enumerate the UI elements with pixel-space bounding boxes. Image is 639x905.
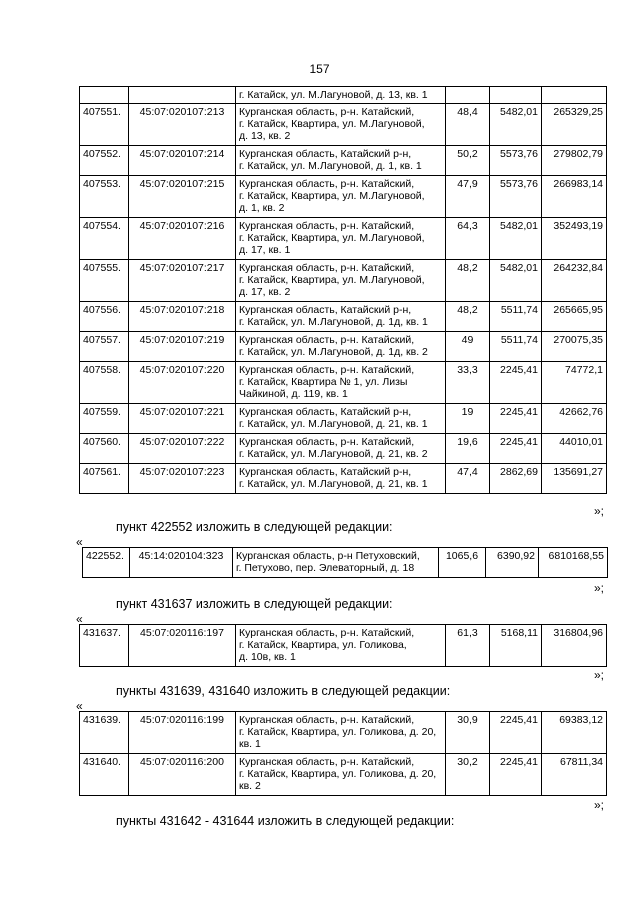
table-row bbox=[83, 548, 608, 578]
total-cost: 6810168,55 bbox=[539, 548, 608, 578]
row-number: 422552. bbox=[83, 548, 130, 578]
total-cost bbox=[542, 87, 607, 104]
cadastral-number: 45:07:020107:215 bbox=[129, 176, 236, 218]
unit-cost: 2245,41 bbox=[490, 404, 542, 434]
opening-quote: « bbox=[76, 699, 83, 713]
opening-quote: « bbox=[76, 535, 83, 549]
row-number: 407559. bbox=[80, 404, 129, 434]
unit-cost: 6390,92 bbox=[486, 548, 539, 578]
table-row bbox=[80, 146, 607, 176]
row-number: 431640. bbox=[80, 754, 129, 796]
row-number: 431639. bbox=[80, 712, 129, 754]
table-row bbox=[80, 302, 607, 332]
row-number: 407556. bbox=[80, 302, 129, 332]
total-cost: 265665,95 bbox=[542, 302, 607, 332]
area: 64,3 bbox=[446, 218, 490, 260]
total-cost: 270075,35 bbox=[542, 332, 607, 362]
cadastral-number: 45:07:020107:218 bbox=[129, 302, 236, 332]
row-number: 407561. bbox=[80, 464, 129, 494]
amendment-table bbox=[82, 547, 608, 578]
area: 48,2 bbox=[446, 302, 490, 332]
cadastral-number: 45:07:020116:200 bbox=[129, 754, 236, 796]
total-cost: 69383,12 bbox=[542, 712, 607, 754]
row-number: 407560. bbox=[80, 434, 129, 464]
address: Курганская область, р-н. Катайский, г. Катайск, ул. М.Лагуновой, д. 1д, кв. 2 bbox=[236, 332, 446, 362]
table-row bbox=[80, 176, 607, 218]
total-cost: 44010,01 bbox=[542, 434, 607, 464]
total-cost: 266983,14 bbox=[542, 176, 607, 218]
cadastral-number: 45:07:020107:221 bbox=[129, 404, 236, 434]
table-row bbox=[80, 104, 607, 146]
table-row bbox=[80, 260, 607, 302]
table-row bbox=[80, 218, 607, 260]
total-cost: 352493,19 bbox=[542, 218, 607, 260]
page-number: 157 bbox=[309, 62, 330, 76]
address: Курганская область, р-н. Катайский, г. Катайск, Квартира, ул. М.Лагуновой, д. 1, кв. 2 bbox=[236, 176, 446, 218]
row-number: 431637. bbox=[80, 625, 129, 667]
unit-cost bbox=[490, 87, 542, 104]
amendment-heading: пункт 431637 изложить в следующей редакции: bbox=[116, 597, 393, 611]
cadastral-number bbox=[129, 87, 236, 104]
unit-cost: 5482,01 bbox=[490, 260, 542, 302]
unit-cost: 2245,41 bbox=[490, 712, 542, 754]
address: Курганская область, р-н. Катайский, г. Катайск, Квартира, ул. Голикова, д. 10в, кв. 1 bbox=[236, 625, 446, 667]
amendment-heading: пункты 431642 - 431644 изложить в следующей редакции: bbox=[116, 814, 455, 828]
cadastral-number: 45:07:020107:216 bbox=[129, 218, 236, 260]
unit-cost: 5511,74 bbox=[490, 302, 542, 332]
amendment-table bbox=[79, 711, 607, 796]
unit-cost: 2862,69 bbox=[490, 464, 542, 494]
area: 48,4 bbox=[446, 104, 490, 146]
area: 30,2 bbox=[446, 754, 490, 796]
cadastral-number: 45:07:020107:220 bbox=[129, 362, 236, 404]
address: Курганская область, р-н. Катайский, г. Катайск, Квартира, ул. М.Лагуновой, д. 13, кв. 2 bbox=[236, 104, 446, 146]
main-table bbox=[79, 86, 607, 494]
row-number: 407551. bbox=[80, 104, 129, 146]
address: Курганская область, р-н. Катайский, г. Катайск, ул. М.Лагуновой, д. 21, кв. 2 bbox=[236, 434, 446, 464]
opening-quote: « bbox=[76, 612, 83, 626]
area: 47,9 bbox=[446, 176, 490, 218]
total-cost: 67811,34 bbox=[542, 754, 607, 796]
area: 50,2 bbox=[446, 146, 490, 176]
row-number: 407557. bbox=[80, 332, 129, 362]
address: Курганская область, р-н. Катайский, г. Катайск, Квартира № 1, ул. Лизы Чайкиной, д. 119, кв. 1 bbox=[236, 362, 446, 404]
address: Курганская область, Катайский р-н, г. Катайск, ул. М.Лагуновой, д. 1д, кв. 1 bbox=[236, 302, 446, 332]
cadastral-number: 45:07:020107:219 bbox=[129, 332, 236, 362]
area: 19,6 bbox=[446, 434, 490, 464]
cadastral-number: 45:07:020107:222 bbox=[129, 434, 236, 464]
total-cost: 264232,84 bbox=[542, 260, 607, 302]
cadastral-number: 45:07:020107:213 bbox=[129, 104, 236, 146]
address: Курганская область, Катайский р-н, г. Катайск, ул. М.Лагуновой, д. 1, кв. 1 bbox=[236, 146, 446, 176]
cadastral-number: 45:07:020107:217 bbox=[129, 260, 236, 302]
amendment-heading: пункт 422552 изложить в следующей редакции: bbox=[116, 520, 393, 534]
table-row bbox=[80, 625, 607, 667]
area: 49 bbox=[446, 332, 490, 362]
table-row bbox=[80, 464, 607, 494]
area: 1065,6 bbox=[439, 548, 486, 578]
unit-cost: 2245,41 bbox=[490, 434, 542, 464]
table-row bbox=[80, 362, 607, 404]
table-row bbox=[80, 434, 607, 464]
closing-quote: »; bbox=[594, 581, 605, 595]
unit-cost: 2245,41 bbox=[490, 362, 542, 404]
table-row bbox=[80, 754, 607, 796]
closing-quote: »; bbox=[594, 504, 605, 518]
unit-cost: 5511,74 bbox=[490, 332, 542, 362]
area bbox=[446, 87, 490, 104]
table-row bbox=[80, 712, 607, 754]
area: 30,9 bbox=[446, 712, 490, 754]
cadastral-number: 45:07:020107:214 bbox=[129, 146, 236, 176]
address: Курганская область, р-н. Катайский, г. Катайск, Квартира, ул. М.Лагуновой, д. 17, кв. 1 bbox=[236, 218, 446, 260]
address: Курганская область, Катайский р-н, г. Катайск, ул. М.Лагуновой, д. 21, кв. 1 bbox=[236, 404, 446, 434]
closing-quote: »; bbox=[594, 668, 605, 682]
total-cost: 74772,1 bbox=[542, 362, 607, 404]
total-cost: 42662,76 bbox=[542, 404, 607, 434]
address: Курганская область, р-н. Катайский, г. Катайск, Квартира, ул. Голикова, д. 20, кв. 1 bbox=[236, 712, 446, 754]
table-row bbox=[80, 332, 607, 362]
row-number: 407558. bbox=[80, 362, 129, 404]
address: Курганская область, Катайский р-н, г. Катайск, ул. М.Лагуновой, д. 21, кв. 1 bbox=[236, 464, 446, 494]
unit-cost: 2245,41 bbox=[490, 754, 542, 796]
area: 19 bbox=[446, 404, 490, 434]
amendment-table bbox=[79, 624, 607, 667]
amendment-heading: пункты 431639, 431640 изложить в следующей редакции: bbox=[116, 684, 451, 698]
cadastral-number: 45:07:020107:223 bbox=[129, 464, 236, 494]
row-number bbox=[80, 87, 129, 104]
row-number: 407553. bbox=[80, 176, 129, 218]
row-number: 407555. bbox=[80, 260, 129, 302]
address: Курганская область, р-н Петуховский, г. Петухово, пер. Элеваторный, д. 18 bbox=[233, 548, 439, 578]
area: 61,3 bbox=[446, 625, 490, 667]
unit-cost: 5573,76 bbox=[490, 146, 542, 176]
cadastral-number: 45:07:020116:197 bbox=[129, 625, 236, 667]
row-number: 407552. bbox=[80, 146, 129, 176]
table-row bbox=[80, 87, 607, 104]
cadastral-number: 45:14:020104:323 bbox=[130, 548, 233, 578]
unit-cost: 5168,11 bbox=[490, 625, 542, 667]
total-cost: 316804,96 bbox=[542, 625, 607, 667]
closing-quote: »; bbox=[594, 798, 605, 812]
unit-cost: 5482,01 bbox=[490, 218, 542, 260]
area: 48,2 bbox=[446, 260, 490, 302]
cadastral-number: 45:07:020116:199 bbox=[129, 712, 236, 754]
address: Курганская область, р-н. Катайский, г. Катайск, Квартира, ул. Голикова, д. 20, кв. 2 bbox=[236, 754, 446, 796]
address: Курганская область, р-н. Катайский, г. Катайск, Квартира, ул. М.Лагуновой, д. 17, кв. 2 bbox=[236, 260, 446, 302]
unit-cost: 5573,76 bbox=[490, 176, 542, 218]
area: 47,4 bbox=[446, 464, 490, 494]
address: г. Катайск, ул. М.Лагуновой, д. 13, кв. 1 bbox=[236, 87, 446, 104]
area: 33,3 bbox=[446, 362, 490, 404]
total-cost: 279802,79 bbox=[542, 146, 607, 176]
total-cost: 135691,27 bbox=[542, 464, 607, 494]
row-number: 407554. bbox=[80, 218, 129, 260]
table-row bbox=[80, 404, 607, 434]
unit-cost: 5482,01 bbox=[490, 104, 542, 146]
total-cost: 265329,25 bbox=[542, 104, 607, 146]
